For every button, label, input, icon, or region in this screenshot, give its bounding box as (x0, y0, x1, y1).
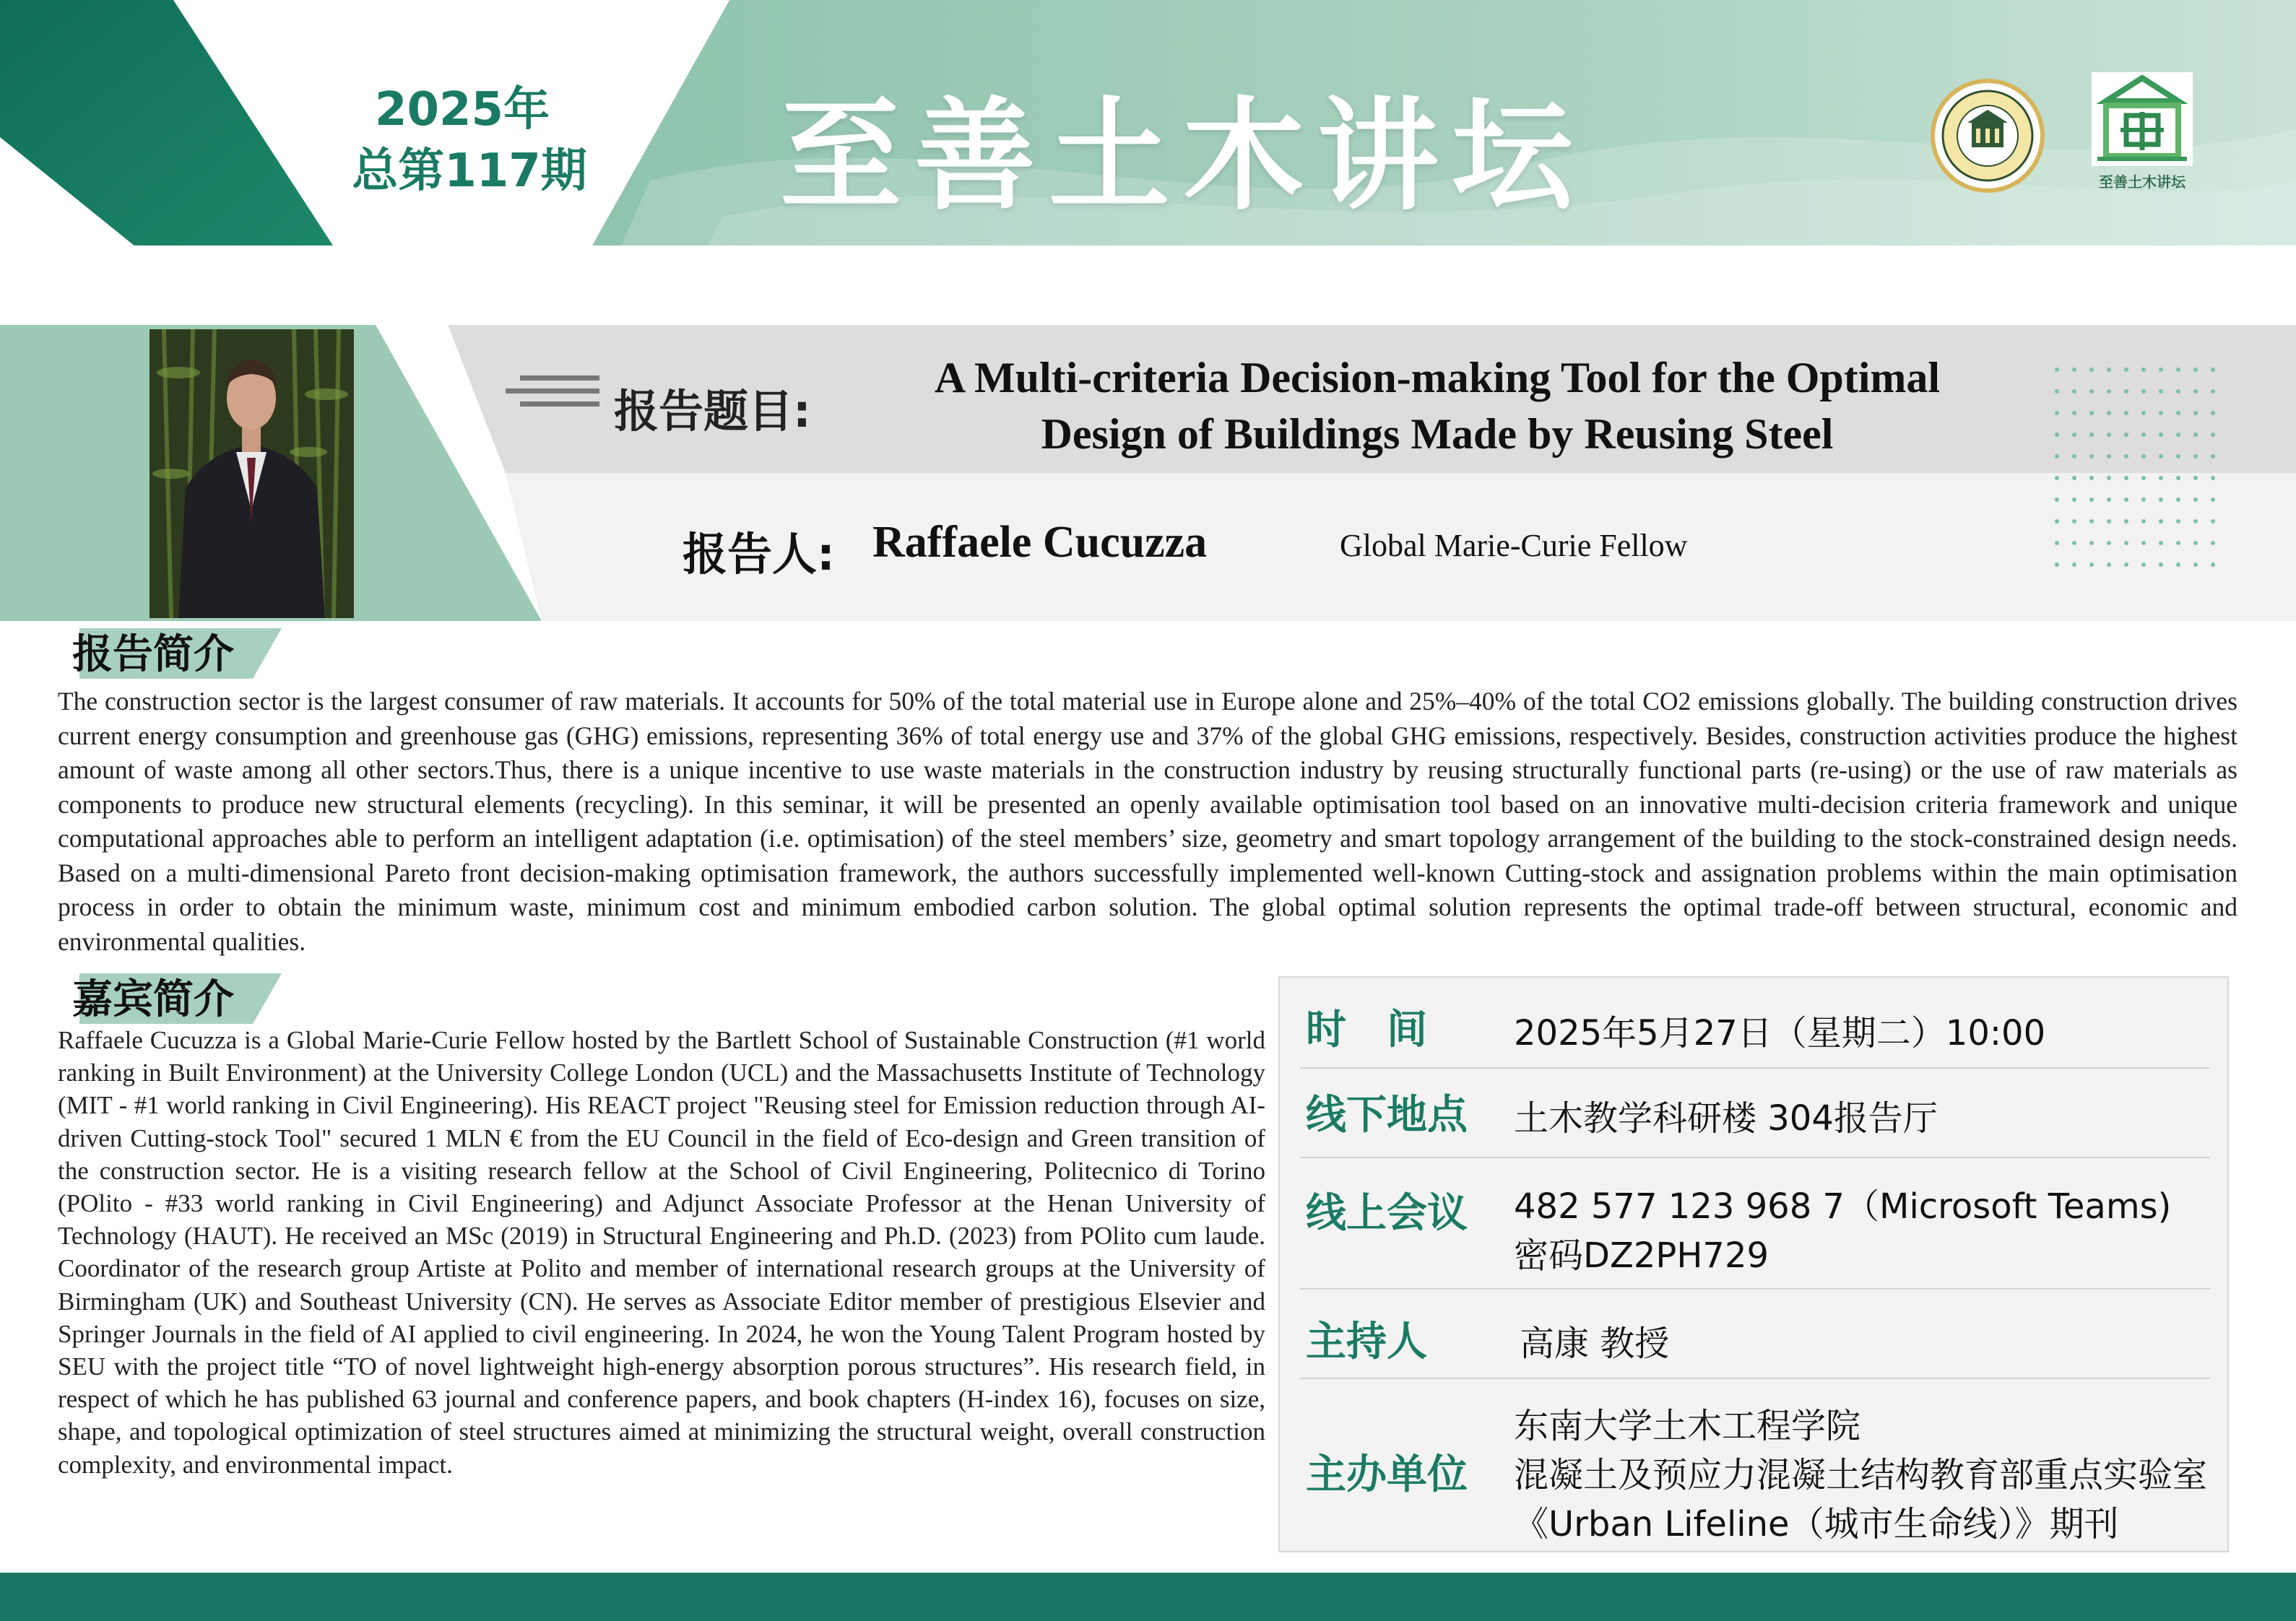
venue-label: 线下地点 (1306, 1092, 1468, 1139)
info-divider (1300, 1378, 2210, 1379)
talk-title-line-2: Design of Buildings Made by Reusing Steel (1041, 410, 1834, 458)
footer-bar (0, 1573, 2296, 1621)
info-divider (1300, 1157, 2210, 1158)
speaker-label: 报告人: (683, 528, 835, 581)
issue-year: 2025年 (374, 83, 550, 136)
organizer-line-1: 东南大学土木工程学院 (1514, 1406, 1861, 1446)
venue-value: 土木教学科研楼 304报告厅 (1514, 1098, 1938, 1139)
talk-title (852, 349, 2022, 462)
speaker-role: Global Marie-Curie Fellow (1340, 528, 1688, 563)
organizer-label: 主办单位 (1306, 1451, 1468, 1498)
online-meeting-id: 482 577 123 968 7（Microsoft Teams) (1514, 1186, 2172, 1227)
talk-title-label: 报告题目: (614, 385, 811, 438)
organizer-line-3: 《Urban Lifeline（城市生命线）》期刊 (1514, 1504, 2119, 1544)
online-meeting-label: 线上会议 (1306, 1190, 1468, 1237)
host-value: 高康 教授 (1520, 1324, 1670, 1364)
forum-logo (2084, 72, 2200, 196)
time-label: 时 间 (1306, 1007, 1427, 1053)
forum-logo-text: 至善土木讲坛 (2099, 173, 2185, 191)
speaker-photo (150, 329, 354, 618)
time-value: 2025年5月27日（星期二）10:00 (1514, 1013, 2046, 1053)
organizer-line-2: 混凝土及预应力混凝土结构教育部重点实验室 (1514, 1455, 2208, 1495)
speaker-name: Raffaele Cucuzza (872, 518, 1208, 567)
info-divider (1300, 1067, 2210, 1069)
abstract-text: The construction sector is the largest consumer of raw materials. It accounts for 50% of the total material use in Europe alone and 25%–40% of the total CO2 emissions globally. The building construction drives current energy consumption and greenhouse gas (GHG) emissions, representing 36% of total energy use and 37% of the global GHG emissions, respectively. Besides, construction activities produce the highest amount of waste among all other sectors.Thus, there is a unique incentive to use waste materials in the construction industry by reusing structurally functional parts (re-using) or the use of raw materials as components to produce new structural elements (recycling). In this seminar, it will be presented an openly available optimisation tool based on an innovative multi-decision criteria framework and unique computational approaches able to perform an intelligent adaptation (i.e. optimisation) of the steel members’ size, geometry and smart topology arrangement of the building to the stock-constrained design needs. Based on a multi-dimensional Pareto front decision-making optimisation framework, the authors successfully implemented well-known Cutting-stock and assignation problems within the main optimisation process in order to obtain the minimum waste, minimum cost and minimum embodied carbon solution. The global optimal solution represents the optimal trade-off between structural, economic and environmental qualities. (58, 687, 2237, 956)
talk-title-line-1: A Multi-criteria Decision-making Tool for the Optimal (934, 354, 1941, 401)
abstract-heading: 报告简介 (72, 631, 234, 678)
info-divider (1300, 1288, 2210, 1290)
issue-number: 总第117期 (352, 144, 587, 198)
seu-seal-icon (1930, 78, 2045, 194)
online-meeting-password: 密码DZ2PH729 (1514, 1235, 1769, 1276)
forum-building-icon (2084, 72, 2200, 166)
host-label: 主持人 (1306, 1318, 1427, 1365)
bio-heading: 嘉宾简介 (72, 976, 234, 1023)
bio-text: Raffaele Cucuzza is a Global Marie-Curie Fellow hosted by the Bartlett School of Sustainable Construction (#1 world ranking in Built Environment) at the University College London (UCL) and the Massachusetts Institute of Technology (MIT - #1 world ranking in Civil Engineering). His REACT project "Reusing steel for Emission reduction through AI-driven Cutting-stock Tool" secured 1 MLN € from the EU Council in the field of Eco-design and Green transition of the construction sector. He is a visiting research fellow at the School of Civil Engineering, Politecnico di Torino (POlito - #33 world ranking in Civil Engineering) and Adjunct Associate Professor at the Henan University of Technology (HAUT). He received an MSc (2019) in Structural Engineering and Ph.D. (2023) from POlito cum laude. Coordinator of the research group Artiste at Polito and member of international research groups at the University of Birmingham (UK) and Southeast University (CN). He serves as Associate Editor member of prestigious Elsevier and Springer Journals in the field of AI applied to civil engineering. In 2024, he won the Young Talent Program hosted by SEU with the project title “TO of novel lightweight high-energy absorption porous structures”. His research field, in respect of which he has published 63 journal and conference papers, and book chapters (H-index 16), focuses on size, shape, and topological optimization of steel structures aimed at minimizing the structural weight, overall construction complexity, and environmental impact. (58, 1026, 1265, 1479)
forum-title: 至善土木讲坛 (780, 85, 1586, 227)
